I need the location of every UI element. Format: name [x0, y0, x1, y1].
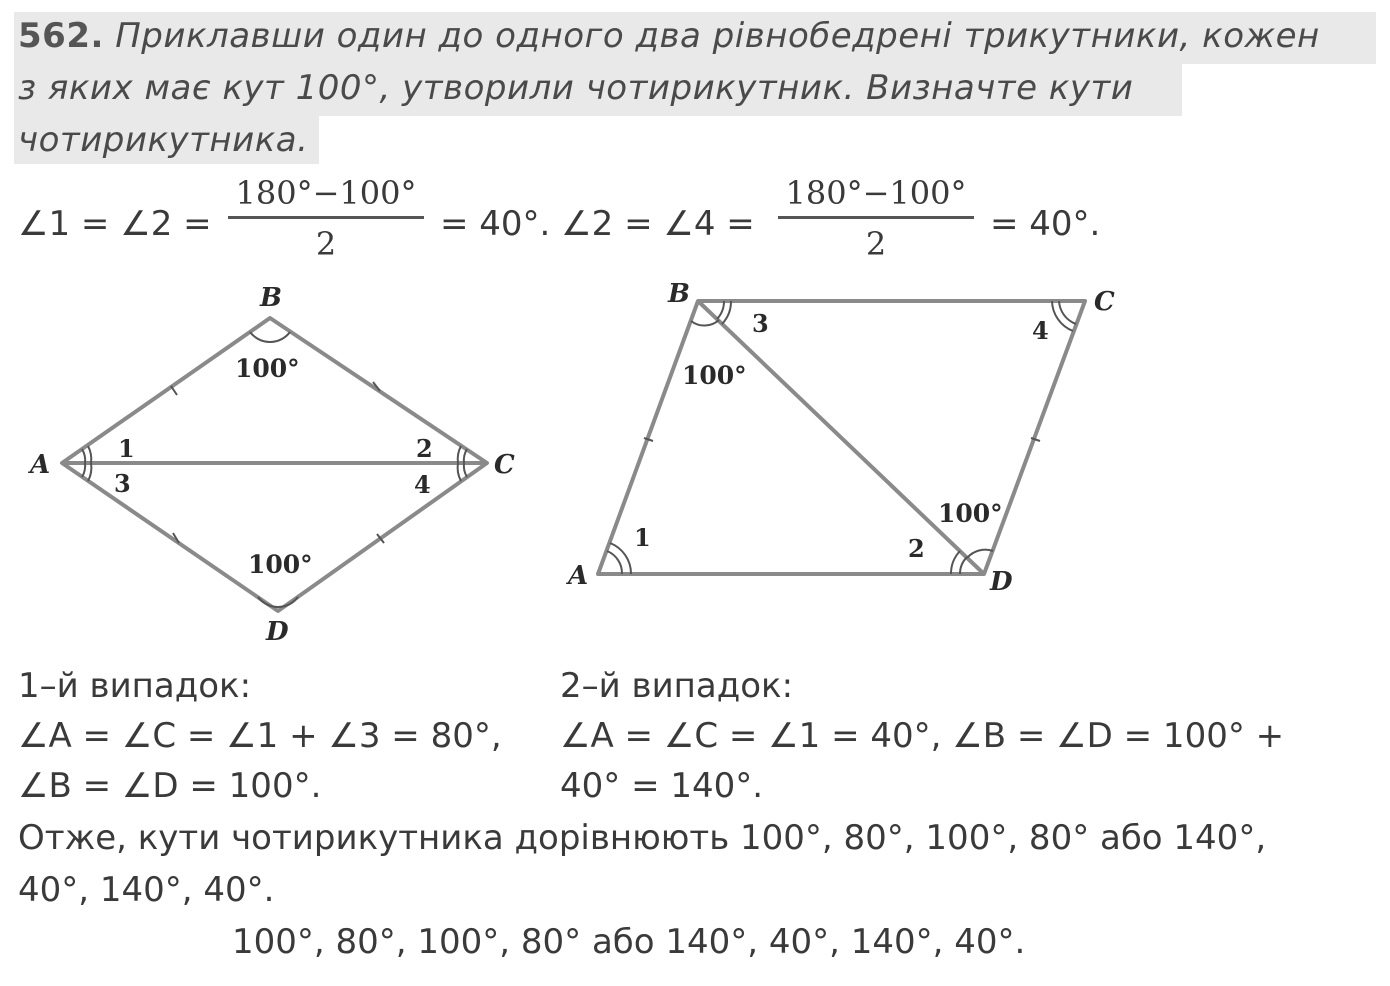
fraction-1-denominator: 2 — [315, 225, 337, 263]
fig1-label-b: B — [260, 283, 282, 313]
arc-c-1 — [1059, 301, 1076, 324]
problem-line-1 — [18, 16, 1320, 56]
problem-text-1: Приклавши один до одного два рівнобедрені трикутники, кожен — [115, 16, 1320, 56]
arc-a-4 — [88, 463, 91, 481]
fig2-label-a: A — [568, 561, 589, 591]
fraction-1 — [228, 174, 424, 263]
arc-a-2 — [610, 543, 631, 574]
fraction-2-bar — [778, 216, 974, 219]
fig2-label-d: D — [990, 567, 1013, 597]
problem-line-3: чотирикутника. — [18, 120, 309, 160]
fig2-n1: 1 — [634, 523, 651, 552]
fig1-n1: 1 — [118, 434, 135, 463]
arc-b3-1 — [717, 301, 724, 319]
case-2-line-2: 40° = 140°. — [560, 766, 764, 806]
fraction-1-numerator: 180°−100° — [235, 174, 417, 212]
fig1-angle-d: 100° — [248, 550, 313, 579]
arc-a-1 — [607, 551, 622, 574]
fig2-n2: 2 — [908, 534, 925, 563]
figure-2-parallelogram — [560, 270, 1120, 610]
fig2-label-c: C — [1094, 287, 1115, 317]
case-1-line-2: ∠B = ∠D = 100°. — [18, 766, 322, 806]
fig2-n3: 3 — [752, 309, 769, 338]
arc-a-3 — [82, 463, 85, 477]
fig2-n4: 4 — [1032, 316, 1049, 345]
arc-c-3 — [464, 463, 467, 477]
case-2-title: 2–й випадок: — [560, 666, 794, 706]
fig2-angle-b: 100° — [682, 361, 747, 390]
arc-c-2 — [458, 446, 461, 463]
case-1-title: 1–й випадок: — [18, 666, 252, 706]
problem-line-2: з яких має кут 100°, утворили чотирикутник. Визначте кути — [18, 68, 1134, 108]
arc-d-2-2 — [951, 551, 960, 574]
fig1-label-a: A — [30, 450, 51, 480]
formula-part-2: = 40°. ∠2 = ∠4 = — [440, 204, 755, 244]
formula-part-3: = 40°. — [990, 204, 1101, 244]
conclusion-line-2: 40°, 140°, 40°. — [18, 870, 275, 910]
fig1-label-c: C — [494, 450, 515, 480]
case-1-line-1: ∠A = ∠C = ∠1 + ∠3 = 80°, — [18, 716, 502, 756]
fig2-label-b: B — [668, 279, 690, 309]
fig1-label-d: D — [266, 617, 289, 647]
formula-part-1: ∠1 = ∠2 = — [18, 204, 212, 244]
arc-c-1 — [464, 449, 467, 463]
arc-d — [258, 597, 298, 607]
fraction-1-bar — [228, 216, 424, 219]
fig1-angle-b: 100° — [235, 354, 300, 383]
figure-1-rhombus — [0, 270, 560, 650]
arc-b — [250, 332, 290, 342]
fig1-n2: 2 — [416, 434, 433, 463]
arc-c-4 — [458, 463, 461, 481]
fig1-n4: 4 — [414, 470, 431, 499]
answer: 100°, 80°, 100°, 80° або 140°, 40°, 140°, 40°. — [232, 922, 1026, 962]
arc-c-2 — [1052, 301, 1073, 331]
arc-b-big — [691, 320, 719, 326]
conclusion-line-1: Отже, кути чотирикутника дорівнюють 100°, 80°, 100°, 80° або 140°, — [18, 818, 1267, 858]
fraction-2 — [778, 174, 974, 263]
diagonal-bd — [698, 301, 984, 574]
fig1-n3: 3 — [114, 469, 131, 498]
fraction-2-denominator: 2 — [865, 225, 887, 263]
arc-a-2 — [88, 446, 91, 463]
arc-a-1 — [82, 449, 85, 463]
case-2-line-1: ∠A = ∠C = ∠1 = 40°, ∠B = ∠D = 100° + — [560, 716, 1285, 756]
problem-number: 562. — [18, 16, 104, 56]
fig2-angle-d: 100° — [938, 499, 1003, 528]
fraction-2-numerator: 180°−100° — [785, 174, 967, 212]
arc-d-2-1 — [960, 557, 967, 574]
